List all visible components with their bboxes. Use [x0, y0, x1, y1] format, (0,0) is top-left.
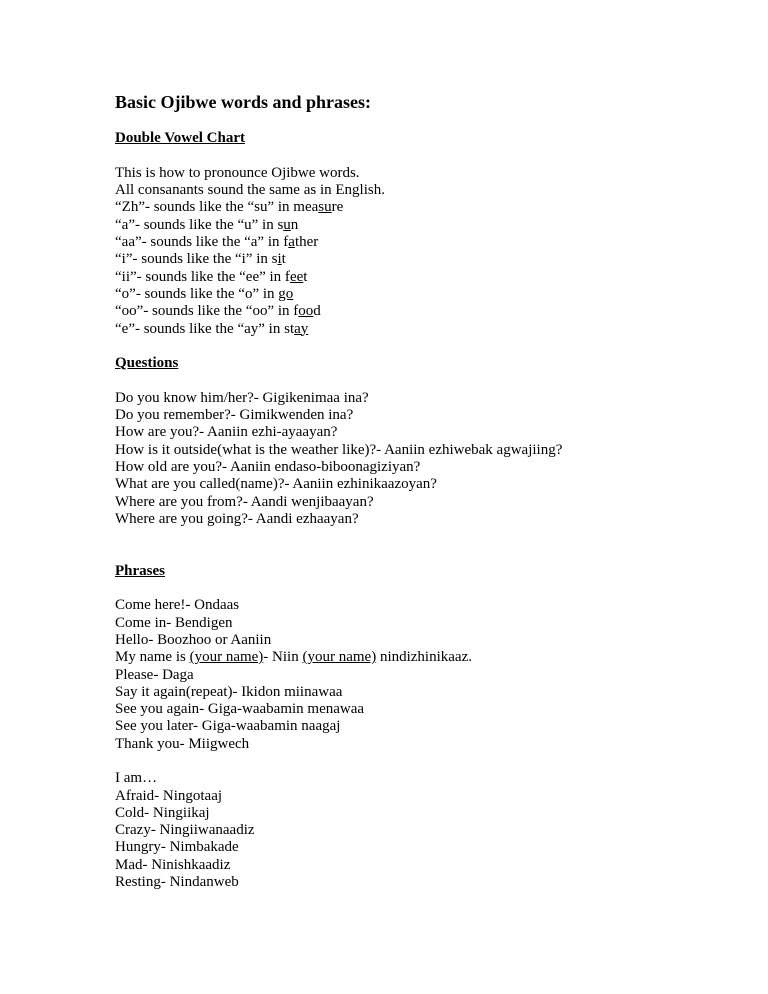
text-line: [115, 286, 718, 303]
text-segment: How old are you?- Aaniin endaso-biboonagiziyan?: [115, 458, 421, 475]
text-line: [115, 718, 718, 735]
underlined-text: oo: [298, 303, 314, 320]
text-line: [115, 597, 718, 614]
text-segment: Come in- Bendigen: [115, 614, 233, 631]
text-line: [115, 788, 718, 805]
text-line: [115, 615, 718, 632]
text-line: [115, 667, 718, 684]
section-heading: [115, 563, 718, 580]
text-segment: n: [290, 216, 299, 233]
text-segment: “Zh”- sounds like the “su” in mea: [115, 199, 319, 216]
text-segment: My name is: [115, 649, 190, 666]
document-body: [115, 113, 718, 891]
underlined-text: su: [318, 199, 332, 216]
text-line: [115, 234, 718, 251]
text-segment: Please- Daga: [115, 666, 194, 683]
blank-line: [115, 338, 718, 355]
text-segment: I am…: [115, 770, 158, 787]
underlined-text: (your name): [189, 649, 264, 666]
text-segment: re: [331, 199, 344, 216]
text-segment: “a”- sounds like the “u” in s: [115, 216, 284, 233]
text-line: [115, 303, 718, 320]
text-segment: Phrases: [115, 562, 165, 579]
text-segment: “i”- sounds like the “i” in s: [115, 251, 278, 268]
text-line: [115, 770, 718, 787]
blank-line: [115, 372, 718, 389]
blank-line: [115, 148, 718, 165]
text-line: [115, 407, 718, 424]
text-segment: Mad- Ninishkaadiz: [115, 856, 231, 873]
text-segment: - Niin: [263, 649, 303, 666]
text-segment: How are you?- Aaniin ezhi-ayaayan?: [115, 424, 338, 441]
text-segment: All consanants sound the same as in English.: [115, 182, 385, 199]
text-segment: t: [281, 251, 286, 268]
text-segment: Hello- Boozhoo or Aaniin: [115, 631, 272, 648]
section-heading: [115, 355, 718, 372]
text-line: [115, 424, 718, 441]
text-line: [115, 632, 718, 649]
text-segment: Come here!- Ondaas: [115, 597, 240, 614]
blank-line: [115, 545, 718, 562]
text-segment: “ii”- sounds like the “ee” in f: [115, 268, 290, 285]
text-line: [115, 736, 718, 753]
text-line: [115, 839, 718, 856]
underlined-text: ay: [294, 320, 309, 337]
text-segment: Crazy- Ningiiwanaadiz: [115, 822, 255, 839]
underlined-text: ee: [289, 268, 304, 285]
text-line: [115, 684, 718, 701]
text-line: [115, 459, 718, 476]
blank-line: [115, 753, 718, 770]
text-segment: ther: [294, 234, 319, 251]
text-segment: This is how to pronounce Ojibwe words.: [115, 164, 360, 181]
text-segment: Cold- Ningiikaj: [115, 804, 210, 821]
underlined-text: a: [288, 234, 295, 251]
text-line: [115, 822, 718, 839]
text-line: [115, 269, 718, 286]
text-line: [115, 390, 718, 407]
text-segment: Say it again(repeat)- Ikidon miinawaa: [115, 683, 343, 700]
text-segment: Hungry- Nimbakade: [115, 839, 239, 856]
text-segment: What are you called(name)?- Aaniin ezhinikaazoyan?: [115, 476, 437, 493]
text-segment: Do you remember?- Gimikwenden ina?: [115, 407, 354, 424]
underlined-text: u: [283, 216, 291, 233]
text-segment: Double Vowel Chart: [115, 130, 246, 147]
underlined-text: i: [277, 251, 282, 268]
underlined-text: go: [278, 285, 294, 302]
text-segment: t: [303, 268, 308, 285]
text-line: [115, 511, 718, 528]
text-segment: Do you know him/her?- Gigikenimaa ina?: [115, 389, 369, 406]
text-line: [115, 182, 718, 199]
text-segment: d: [313, 303, 321, 320]
blank-line: [115, 113, 718, 130]
text-line: [115, 649, 718, 666]
text-line: [115, 857, 718, 874]
text-line: [115, 701, 718, 718]
text-line: [115, 476, 718, 493]
text-segment: “e”- sounds like the “ay” in st: [115, 320, 295, 337]
text-line: [115, 805, 718, 822]
underlined-text: (your name): [302, 649, 377, 666]
text-segment: “aa”- sounds like the “a” in f: [115, 234, 289, 251]
text-segment: Questions: [115, 355, 179, 372]
text-segment: Afraid- Ningotaaj: [115, 787, 223, 804]
text-line: [115, 321, 718, 338]
document-title: Basic Ojibwe words and phrases:: [115, 92, 372, 112]
text-segment: Where are you going?- Aandi ezhaayan?: [115, 510, 359, 527]
text-line: [115, 165, 718, 182]
blank-line: [115, 580, 718, 597]
section-heading: [115, 130, 718, 147]
text-segment: Where are you from?- Aandi wenjibaayan?: [115, 493, 374, 510]
text-line: [115, 874, 718, 891]
text-segment: Thank you- Miigwech: [115, 735, 250, 752]
text-segment: “o”- sounds like the “o” in: [115, 285, 279, 302]
text-segment: See you again- Giga-waabamin menawaa: [115, 701, 365, 718]
text-segment: Resting- Nindanweb: [115, 874, 239, 891]
blank-line: [115, 528, 718, 545]
text-line: [115, 442, 718, 459]
text-segment: “oo”- sounds like the “oo” in f: [115, 303, 299, 320]
text-line: [115, 217, 718, 234]
text-line: [115, 199, 718, 216]
text-segment: nindizhinikaaz.: [376, 649, 472, 666]
text-segment: See you later- Giga-waabamin naagaj: [115, 718, 341, 735]
text-segment: How is it outside(what is the weather like)?- Aaniin ezhiwebak agwajiing?: [115, 441, 563, 458]
text-line: [115, 494, 718, 511]
text-line: [115, 251, 718, 268]
